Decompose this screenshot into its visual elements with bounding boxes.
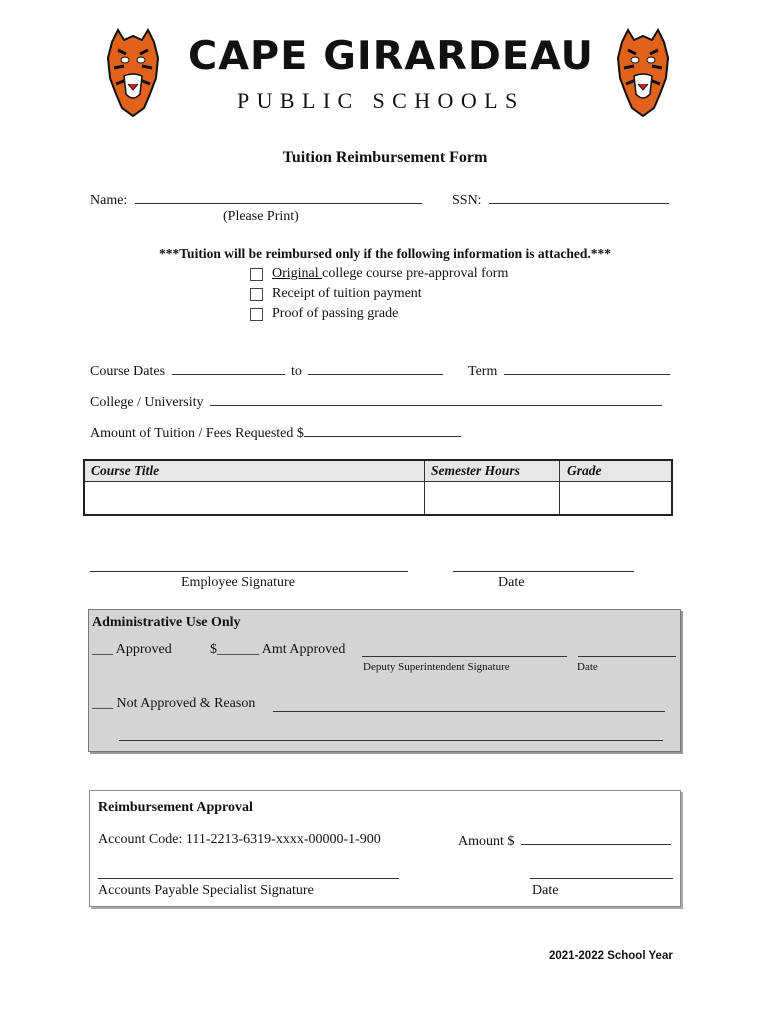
course-dates-row [90,362,443,380]
checklist-item [250,286,422,302]
reason-line-2[interactable] [119,740,663,741]
name-label: Name: [90,193,128,208]
ssn-row [452,191,669,209]
checklist-underlined-text: Original [272,266,323,281]
approved-field[interactable]: ___ Approved [92,642,172,657]
amount-row [458,832,671,850]
form-title: Tuition Reimbursement Form [282,149,488,166]
account-code: Account Code: 111-2213-6319-xxxx-00000-1-900 [98,832,381,847]
term-row [468,362,670,380]
amount-row [90,424,461,442]
checklist-item [250,306,398,322]
ap-date-line[interactable] [530,878,673,879]
employee-signature-line[interactable] [90,571,408,572]
course-dates-label: Course Dates [90,364,166,379]
course-table [83,459,673,516]
ap-signature-label: Accounts Payable Specialist Signature [98,883,314,898]
amount-label: Amount $ [458,834,515,849]
course-start-field[interactable] [172,362,285,375]
amount-requested-label: Amount of Tuition / Fees Requested $ [90,426,304,441]
reimbursement-title: Reimbursement Approval [98,800,253,815]
college-label: College / University [90,395,204,410]
semester-hours-header: Semester Hours [431,463,520,478]
tiger-logo-left [104,28,162,118]
school-year: 2021-2022 School Year [549,950,673,962]
deputy-signature-line[interactable] [362,656,567,657]
term-label: Term [468,364,498,379]
ssn-field[interactable] [489,191,669,204]
checkbox[interactable] [250,288,263,301]
checklist-item [250,266,508,282]
deputy-signature-label: Deputy Superintendent Signature [363,661,510,673]
employee-date-line[interactable] [453,571,634,572]
reason-line[interactable] [273,711,665,712]
checklist-label: Receipt of tuition payment [272,286,422,301]
course-title-cell[interactable] [85,482,424,516]
employee-date-label: Date [498,575,525,590]
not-approved-field[interactable]: ___ Not Approved & Reason [92,696,256,711]
term-field[interactable] [504,362,670,375]
reimbursement-section [89,790,681,907]
to-label: to [291,364,302,379]
please-print-hint: (Please Print) [223,209,299,224]
course-end-field[interactable] [308,362,443,375]
ap-date-label: Date [532,883,559,898]
grade-header: Grade [567,463,602,478]
college-row [90,393,662,411]
deputy-date-line[interactable] [578,656,676,657]
course-table-header [85,461,671,482]
ssn-label: SSN: [452,193,482,208]
college-field[interactable] [210,393,662,406]
checklist-label: Proof of passing grade [272,306,399,321]
district-subtitle: PUBLIC SCHOOLS [237,88,525,113]
checklist-label: college course pre-approval form [322,266,509,281]
employee-signature-label: Employee Signature [181,575,295,590]
name-row [90,191,422,209]
checkbox[interactable] [250,308,263,321]
ap-signature-line[interactable] [98,878,399,879]
admin-title: Administrative Use Only [92,615,241,630]
administrative-section [88,609,681,752]
name-field[interactable] [135,191,422,204]
attachment-notice: ***Tuition will be reimbursed only if the following information is attached.*** [159,246,611,261]
district-name: CAPE GIRARDEAU [188,34,595,79]
tiger-logo-right [614,28,672,118]
grade-cell[interactable] [560,482,672,516]
semester-hours-cell[interactable] [425,482,559,516]
checkbox[interactable] [250,268,263,281]
amount-requested-field[interactable] [304,424,461,437]
amount-field[interactable] [521,832,671,845]
deputy-date-label: Date [577,661,598,673]
amount-approved-field[interactable]: $______ Amt Approved [210,642,346,657]
course-title-header: Course Title [91,463,160,478]
